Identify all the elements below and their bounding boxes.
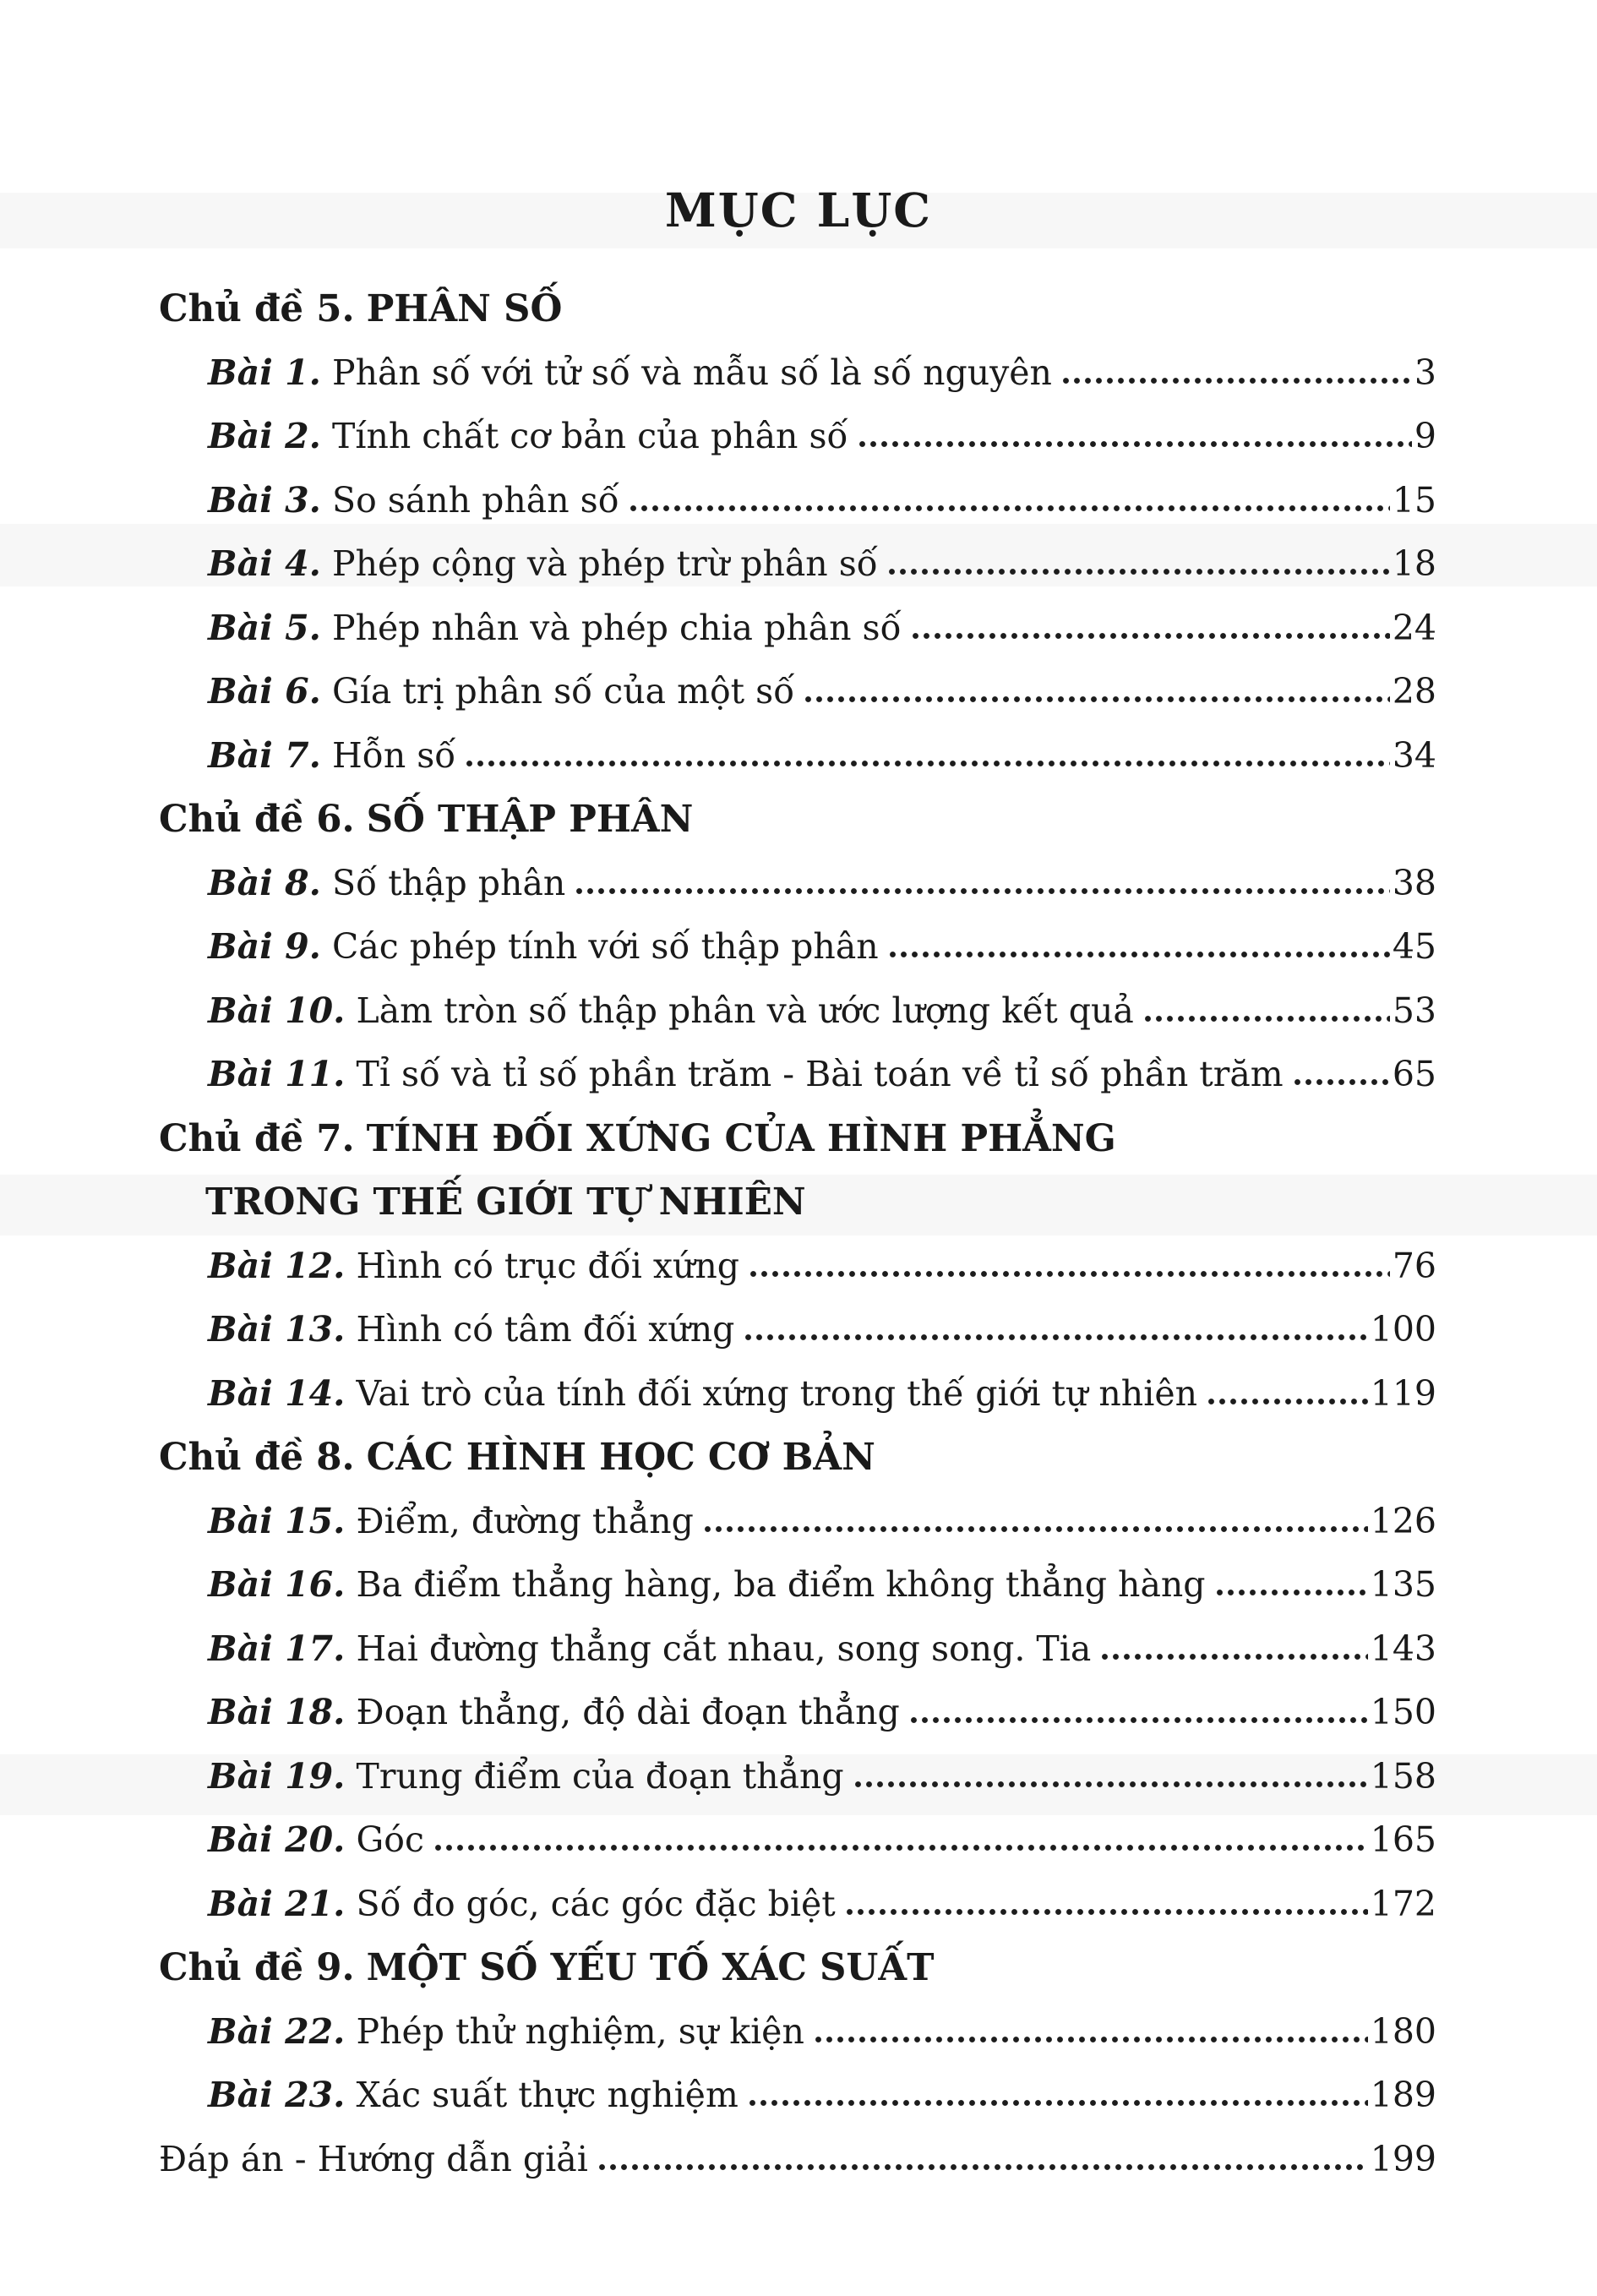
toc-lesson-row: [159, 1808, 1436, 1873]
lesson-label: Bài 18.: [208, 1692, 346, 1732]
page-number: 18: [1392, 543, 1436, 584]
dot-leader: [857, 440, 1412, 448]
toc-chapter-row: [159, 277, 1436, 341]
lesson-title: Số thập phân: [331, 862, 566, 903]
lesson-label: Bài 4.: [208, 543, 321, 584]
toc-lesson-row: [159, 532, 1436, 597]
dot-leader: [1206, 1398, 1368, 1405]
dot-leader: [1214, 1589, 1368, 1596]
page-number: 135: [1370, 1564, 1436, 1605]
dot-leader: [886, 568, 1390, 575]
page-number: 158: [1370, 1755, 1436, 1797]
dot-leader: [1142, 1015, 1390, 1023]
dot-leader: [1060, 377, 1412, 384]
page-number: 9: [1414, 416, 1436, 456]
lesson-label: Bài 21.: [208, 1883, 346, 1924]
dot-leader: [1292, 1078, 1390, 1086]
lesson-title: Điểm, đường thẳng: [356, 1500, 694, 1541]
chapter-title: CÁC HÌNH HỌC CƠ BẢN: [366, 1436, 875, 1479]
toc-lesson-row: [159, 1362, 1436, 1426]
dot-leader: [702, 1525, 1368, 1533]
lesson-label: Bài 14.: [208, 1372, 346, 1414]
toc-chapter-row: [159, 1936, 1436, 2000]
lesson-label: Bài 13.: [208, 1309, 346, 1350]
lesson-label: Bài 17.: [208, 1628, 346, 1669]
page-number: 45: [1392, 926, 1436, 967]
lesson-title: Góc: [356, 1819, 424, 1860]
lesson-label: Bài 2.: [208, 416, 321, 456]
lesson-label: Bài 1.: [208, 352, 321, 393]
dot-leader: [597, 2163, 1368, 2171]
chapter-label: Chủ đề 9.: [159, 1946, 355, 1989]
toc-chapter-row: [159, 788, 1436, 852]
chapter-title-continuation: TRONG THẾ GIỚI TỰ NHIÊN: [205, 1181, 806, 1224]
page-number: 189: [1370, 2075, 1436, 2115]
dot-leader: [908, 1716, 1368, 1724]
lesson-title: Hai đường thẳng cắt nhau, song song. Tia: [356, 1628, 1092, 1669]
lesson-label: Bài 19.: [208, 1755, 346, 1797]
page-number: 199: [1370, 2138, 1436, 2179]
page-number: 143: [1370, 1628, 1436, 1669]
lesson-title: Hình có tâm đối xứng: [356, 1309, 735, 1350]
dot-leader: [844, 1908, 1368, 1916]
toc-lesson-row: [159, 1745, 1436, 1809]
toc-lesson-row: [159, 597, 1436, 661]
lesson-label: Bài 20.: [208, 1819, 346, 1860]
toc-lesson-row: [159, 979, 1436, 1044]
lesson-label: Bài 15.: [208, 1500, 346, 1541]
lesson-label: Bài 22.: [208, 2010, 346, 2052]
answer-key-title: Đáp án - Hướng dẫn giải: [159, 2138, 588, 2179]
toc-chapter-row: [159, 1426, 1436, 1490]
toc-lesson-row: [159, 469, 1436, 533]
lesson-title: Gía trị phân số của một số: [331, 671, 795, 712]
lesson-label: Bài 5.: [208, 607, 321, 648]
dot-leader: [464, 760, 1389, 767]
page-number: 3: [1414, 352, 1436, 393]
lesson-title: Hình có trục đối xứng: [356, 1245, 740, 1286]
page-number: 24: [1392, 607, 1436, 648]
lesson-label: Bài 11.: [208, 1054, 346, 1094]
page-number: 180: [1370, 2010, 1436, 2052]
page-title: MỤC LỤC: [664, 183, 933, 237]
page-number: 150: [1370, 1692, 1436, 1732]
page-number: 172: [1370, 1883, 1436, 1924]
chapter-label: Chủ đề 5.: [159, 287, 355, 330]
lesson-title: Xác suất thực nghiệm: [356, 2075, 739, 2115]
lesson-label: Bài 7.: [208, 734, 321, 776]
table-of-contents: [159, 277, 1436, 2191]
lesson-label: Bài 9.: [208, 926, 321, 967]
page-number: 165: [1370, 1819, 1436, 1860]
lesson-title: Tính chất cơ bản của phân số: [331, 416, 848, 456]
dot-leader: [813, 2036, 1368, 2043]
toc-lesson-row: [159, 852, 1436, 916]
page-number: 28: [1392, 671, 1436, 712]
toc-lesson-row: [159, 724, 1436, 788]
lesson-label: Bài 10.: [208, 990, 346, 1031]
dot-leader: [743, 1333, 1367, 1341]
lesson-title: Hỗn số: [331, 734, 456, 776]
page-number: 38: [1392, 862, 1436, 903]
toc-lesson-row: [159, 1043, 1436, 1107]
toc-lesson-row: [159, 1490, 1436, 1554]
toc-lesson-row: [159, 2000, 1436, 2064]
toc-chapter-row: [159, 1107, 1436, 1171]
toc-chapter-continuation-row: [159, 1170, 1436, 1235]
dot-leader: [910, 632, 1390, 640]
dot-leader: [887, 951, 1390, 958]
chapter-label: Chủ đề 7.: [159, 1116, 355, 1160]
page-number: 65: [1392, 1054, 1436, 1094]
dot-leader: [747, 2099, 1368, 2107]
toc-lesson-row: [159, 1617, 1436, 1682]
dot-leader: [628, 504, 1390, 512]
dot-leader: [1099, 1653, 1367, 1661]
page-number: 34: [1392, 734, 1436, 776]
chapter-title: TÍNH ĐỐI XỨNG CỦA HÌNH PHẲNG: [366, 1116, 1116, 1160]
lesson-title: Phép thử nghiệm, sự kiện: [356, 2010, 804, 2052]
page-number: 126: [1370, 1500, 1436, 1541]
lesson-label: Bài 23.: [208, 2075, 346, 2115]
lesson-label: Bài 12.: [208, 1245, 346, 1286]
page-number: 100: [1370, 1309, 1436, 1350]
page-number: 76: [1392, 1245, 1436, 1286]
dot-leader: [853, 1781, 1368, 1788]
lesson-title: Làm tròn số thập phân và ước lượng kết quả: [356, 990, 1134, 1031]
lesson-title: Phép nhân và phép chia phân số: [331, 607, 902, 648]
toc-lesson-row: [159, 341, 1436, 406]
lesson-title: Phép cộng và phép trừ phân số: [331, 543, 878, 584]
lesson-title: Ba điểm thẳng hàng, ba điểm không thẳng hàng: [356, 1564, 1206, 1605]
dot-leader: [748, 1270, 1390, 1278]
lesson-title: Trung điểm của đoạn thẳng: [356, 1755, 844, 1797]
lesson-title: Vai trò của tính đối xứng trong thế giới tự nhiên: [356, 1372, 1197, 1414]
lesson-label: Bài 8.: [208, 862, 321, 903]
toc-lesson-row: [159, 1298, 1436, 1362]
chapter-title: PHÂN SỐ: [366, 287, 563, 330]
toc-lesson-row: [159, 915, 1436, 979]
page-number: 119: [1370, 1372, 1436, 1414]
dot-leader: [803, 695, 1390, 703]
toc-lesson-row: [159, 405, 1436, 469]
page-number: 15: [1392, 479, 1436, 521]
lesson-title: Đoạn thẳng, độ dài đoạn thẳng: [356, 1692, 900, 1732]
toc-lesson-row: [159, 1873, 1436, 1937]
toc-lesson-row: [159, 660, 1436, 724]
lesson-title: Các phép tính với số thập phân: [331, 926, 879, 967]
lesson-title: Phân số với tử số và mẫu số là số nguyên: [331, 352, 1052, 393]
dot-leader: [433, 1844, 1368, 1852]
page-number: 53: [1392, 990, 1436, 1031]
lesson-label: Bài 6.: [208, 671, 321, 712]
chapter-label: Chủ đề 6.: [159, 798, 355, 841]
toc-answer-key-row: [159, 2128, 1436, 2192]
lesson-label: Bài 16.: [208, 1564, 346, 1605]
lesson-title: So sánh phân số: [331, 479, 619, 521]
toc-lesson-row: [159, 1553, 1436, 1617]
lesson-title: Tỉ số và tỉ số phần trăm - Bài toán về tỉ số phần trăm: [356, 1054, 1284, 1094]
toc-lesson-row: [159, 2064, 1436, 2128]
chapter-title: MỘT SỐ YẾU TỐ XÁC SUẤT: [366, 1946, 935, 1989]
lesson-title: Số đo góc, các góc đặc biệt: [356, 1883, 836, 1924]
chapter-label: Chủ đề 8.: [159, 1436, 355, 1479]
lesson-label: Bài 3.: [208, 479, 321, 521]
toc-lesson-row: [159, 1235, 1436, 1299]
dot-leader: [574, 887, 1390, 895]
toc-lesson-row: [159, 1681, 1436, 1745]
chapter-title: SỐ THẬP PHÂN: [366, 798, 694, 841]
